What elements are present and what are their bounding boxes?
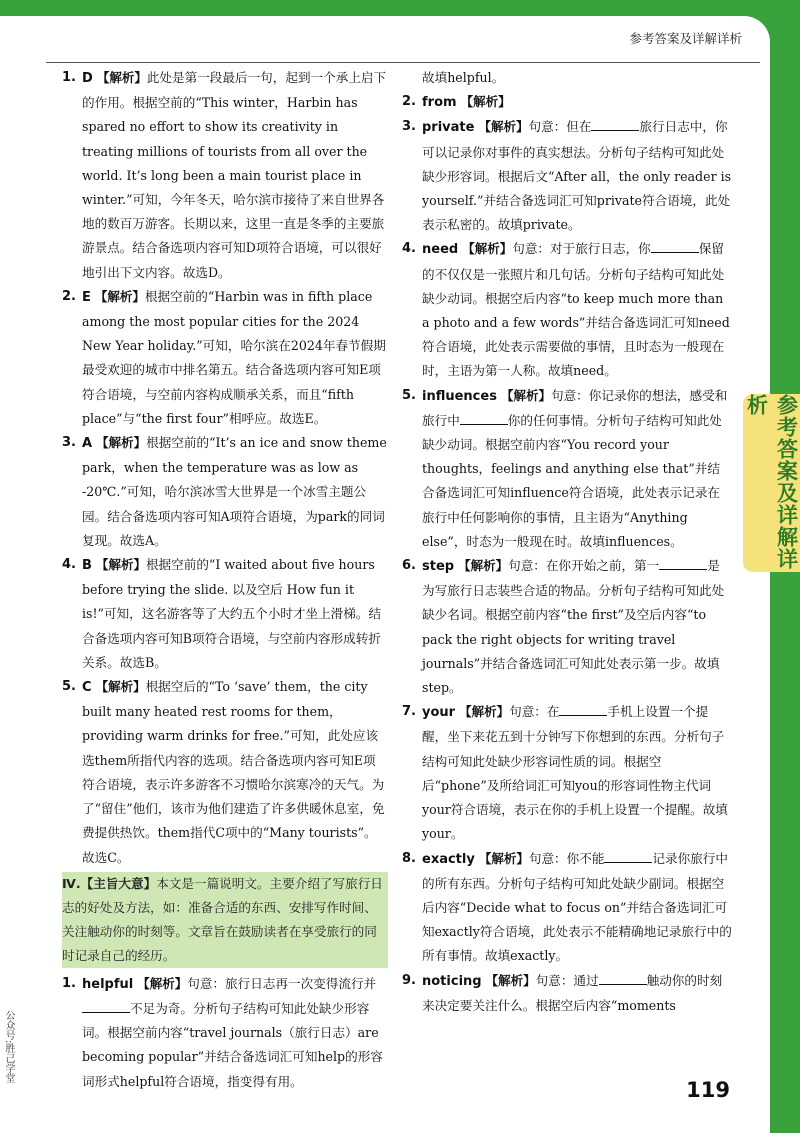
item-text: 是为写旅行日志装些合适的物品。分析句子结构可知此处缺少名词。根据空前内容“the first”及空后内容“to pack the right objects for writing travel journals”并结合备选词汇可知此处表示第一步。故填step。 — [422, 558, 725, 696]
item-answer: E — [82, 289, 91, 305]
answer-item — [402, 384, 732, 554]
item-tag: 【解析】 — [137, 975, 188, 991]
item-answer: D — [82, 71, 93, 86]
answer-item — [62, 553, 388, 675]
continued-text: 故填helpful。 — [422, 70, 505, 85]
item-text: 触动你的时刻来决定要关注什么。根据空后内容“moments — [422, 972, 723, 1013]
item-text: 你的任何事情。分析句子结构可知此处缺少动词。根据空前内容“You record your thoughts，feelings and anything else that”并结合备选词汇可知influence符合语境，此处表示记录在旅行中任何影响你的事情，且主语为“Anything else”，时态为一般现在时。故填influences。 — [422, 412, 722, 549]
item-text: 句意：旅行日志再一次变得流行并 — [187, 975, 377, 991]
item-number: 3. — [402, 119, 416, 135]
item-number: 4. — [402, 241, 416, 257]
item-number: 2. — [402, 94, 416, 110]
item-text: 根据空后的“To ‘save’ them，the city built many heated rest rooms for them，providing warm drinks for free.”可知，此处应该选them所指代内容的选项。结合备选项内容可知E项符合语境，表示许多游客不习惯哈尔滨寒冷的天气。为了“留住”他们，该市为他们建造了许多供暖休息室，免费提供热饮。them指代C项中的“Many tourists”。故选C。 — [82, 679, 385, 865]
answer-item — [402, 90, 732, 115]
item-text: 保留的不仅仅是一张照片和几句话。分析句子结构可知此处缺少动词。根据空后内容“to keep much more than a photo and a few words”并结合备选词汇可知need符合语境，此处表示需要做的事情，且时态为一般现在时，主语为第一人称。故填need。 — [422, 241, 730, 379]
answer-item — [402, 700, 732, 846]
answer-item — [402, 115, 732, 237]
item-number: 1. — [62, 975, 76, 991]
answer-blank — [559, 703, 607, 716]
summary-text: 本文是一篇说明文。主要介绍了写旅行日志的好处及方法，如：准备合适的东西、安排写作时间、关注触动你的时刻等。文章旨在鼓励读者在享受旅行的同时记录自己的经历。 — [62, 875, 383, 963]
item-tag: 【解析】 — [478, 850, 529, 866]
item-number: 6. — [402, 558, 416, 574]
item-tag: 【解析】 — [96, 70, 147, 85]
answer-item — [402, 969, 732, 1018]
item-number: 2. — [62, 288, 76, 304]
item-tag: 【解析】 — [460, 94, 511, 110]
answer-blank — [82, 1000, 130, 1013]
item-number: 1. — [62, 70, 76, 85]
header-title: 参考答案及详解详析 — [629, 31, 742, 46]
item-text: 句意：对于旅行日志，你 — [512, 241, 651, 257]
item-tag: 【解析】 — [500, 387, 551, 403]
item-answer: noticing — [422, 973, 482, 989]
item-text: 旅行日志中，你可以记录你对事件的真实想法。分析句子结构可知此处缺少形容词。根据后文“After all，the only reader is yourself.”并结合备选词汇可知private符合语境，此处表示私密的。故填private。 — [422, 119, 732, 233]
answer-item — [62, 66, 388, 285]
item-number: 7. — [402, 704, 416, 720]
item-number: 4. — [62, 557, 76, 573]
item-text: 句意：在 — [509, 704, 560, 720]
header-divider — [46, 62, 760, 63]
right-column — [402, 66, 732, 1018]
item-text: 手机上设置一个提醒，坐下来花五到十分钟写下你想到的东西。分析句子结构可知此处缺少形容词性质的词。根据空后“phone”及所给词汇可知you的形容词性物主代词your符合语境，表示在你的手机上设置一个提醒。故填your。 — [422, 704, 728, 842]
answer-item — [402, 237, 732, 383]
item-text: 根据空前的“I waited about five hours before trying the slide. 以及空后 How fun it is!”可知，这名游客等了大约五个小时才坐上滑梯。结合备选项内容可知B项符合语境，与空前内容形成转折关系。故选B。 — [82, 557, 382, 670]
item-number: 3. — [62, 435, 76, 451]
item-number: 5. — [402, 387, 416, 403]
item-number: 5. — [62, 679, 76, 695]
answer-item — [62, 972, 388, 1094]
item-tag: 【解析】 — [478, 119, 529, 135]
side-tab-label: 参考答案及详解详析 — [744, 394, 799, 570]
item-number: 8. — [402, 850, 416, 866]
item-tag: 【解析】 — [96, 435, 147, 451]
answer-item — [402, 847, 732, 969]
item-text: 句意：在你开始之前，第一 — [508, 558, 660, 574]
item-answer: B — [82, 558, 92, 574]
answer-blank — [659, 557, 707, 570]
item-tag: 【解析】 — [458, 558, 509, 574]
answer-blank — [460, 412, 508, 425]
item-answer: your — [422, 705, 456, 721]
item-answer: from — [422, 95, 457, 111]
item-tag: 【解析】 — [459, 704, 510, 720]
item-text: 根据空前的“It’s an ice and snow theme park，when the temperature was as low as -20℃.”可知，哈尔滨冰雪大世界是一个冰雪主题公园。结合备选项内容可知A项符合语境，为park的同词复现。故选A。 — [82, 435, 387, 548]
item-tag: 【解析】 — [95, 679, 146, 695]
item-text: 句意：你记录你的想法，感受和旅行中 — [422, 387, 728, 428]
item-answer: A — [82, 436, 93, 452]
item-answer: influences — [422, 388, 497, 404]
summary-label: Ⅳ.【主旨大意】 — [62, 875, 157, 891]
item-answer: step — [422, 559, 455, 575]
item-tag: 【解析】 — [95, 557, 146, 573]
item-text: 句意：通过 — [535, 972, 599, 988]
item-text: 记录你旅行中的所有东西。分析句子结构可知此处缺少副词。根据空后内容“Decide what to focus on”并结合备选词汇可知exactly符合语境，此处表示不能精确地记录旅行中的所有事情。故填exactly。 — [422, 850, 732, 964]
watermark-text: 公众号:胜己学堂 — [3, 1010, 14, 1084]
item-tag: 【解析】 — [462, 241, 513, 257]
item-text: 句意：你不能 — [528, 850, 605, 866]
item-tag: 【解析】 — [94, 288, 145, 304]
item-number: 9. — [402, 972, 416, 988]
item-answer: private — [422, 120, 475, 136]
answer-blank — [599, 972, 647, 985]
page-number: 119 — [686, 1078, 730, 1102]
item-answer: exactly — [422, 851, 475, 867]
answer-item — [402, 554, 732, 700]
answer-blank — [604, 850, 652, 863]
item-text: 句意：但在 — [528, 119, 592, 135]
answer-item — [62, 431, 388, 553]
summary-box — [62, 872, 388, 968]
item-text: 根据空前的“Harbin was in fifth place among the most popular cities for the 2024 New Year holiday.”可知，哈尔滨在2024年春节假期最受欢迎的城市中排名第五。结合备选项内容可知E项符合语境，与空前内容构成顺承关系，而且“fifth place”与“the first four”相呼应。故选E。 — [82, 288, 386, 426]
answer-item — [62, 285, 388, 431]
answer-item — [62, 675, 388, 870]
item-tag: 【解析】 — [485, 972, 536, 988]
answer-blank — [591, 118, 639, 131]
side-section-tab — [743, 394, 800, 572]
item-text: 此处是第一段最后一句，起到一个承上启下的作用。根据空前的“This winter，Harbin has spared no effort to show its creativity in treating millions of tourists from all over the world. It’s long been a main tourist place in winter.”可知，今年冬天，哈尔滨市接待了来自世界各地的数百万游客。长期以来，这里一直是冬季的主要旅游景点。结合备选项内容可知D项符合语境，可以很好地引出下文内容。故选D。 — [82, 70, 387, 280]
left-column — [62, 66, 388, 1094]
item-answer: C — [82, 680, 92, 696]
answer-blank — [651, 240, 699, 253]
item-text: 不足为奇。分析句子结构可知此处缺少形容词。根据空前内容“travel journals（旅行日志）are becoming popular”并结合备选词汇可知help的形容词形式helpful符合语境，指变得有用。 — [82, 1000, 383, 1089]
item-answer: helpful — [82, 976, 134, 992]
item-answer: need — [422, 242, 459, 258]
